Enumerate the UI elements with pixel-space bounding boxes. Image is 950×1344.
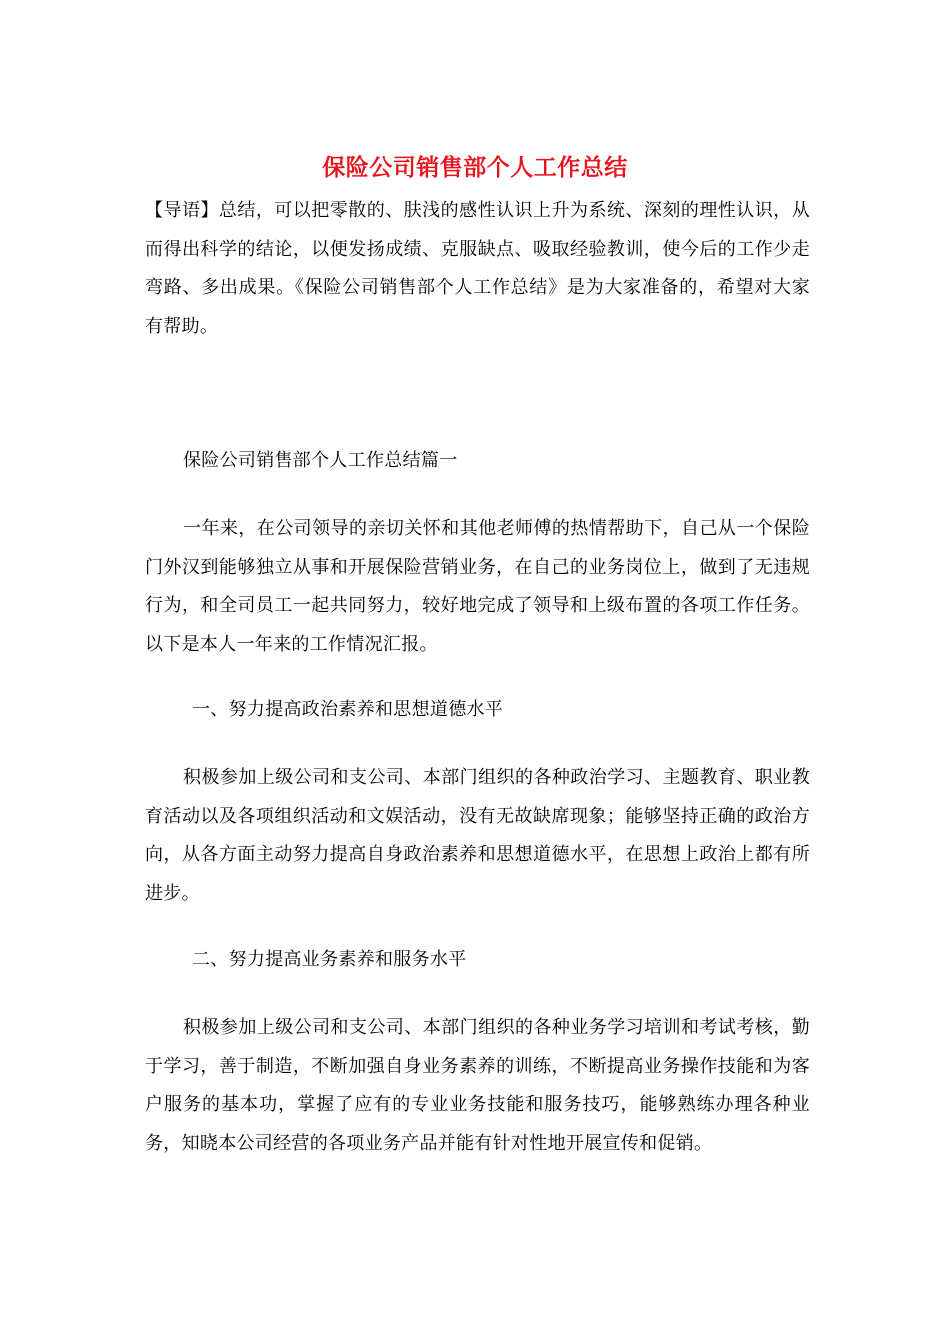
body-paragraph-3: 积极参加上级公司和支公司、本部门组织的各种业务学习培训和考试考核，勤于学习，善于制造，不断加强自身业务素养的训练，不断提高业务操作技能和为客户服务的基本功，掌握了应有的专业业务技能和服务技巧，能够熟练办理各种业务，知晓本公司经营的各项业务产品并能有针对性地开展宣传和促销。 — [145, 1017, 810, 1154]
heading-1: 一、努力提高政治素养和思想道德水平 — [192, 699, 504, 720]
body-paragraph-1: 一年来，在公司领导的亲切关怀和其他老师傅的热情帮助下，自己从一个保险门外汉到能够独立从事和开展保险营销业务，在自己的业务岗位上，做到了无违规行为，和全司员工一起共同努力，较好地完成了领导和上级布置的各项工作任务。以下是本人一年来的工作情况汇报。 — [145, 518, 810, 655]
intro-paragraph: 【导语】总结，可以把零散的、肤浅的感性认识上升为系统、深刻的理性认识，从而得出科学的结论，以便发扬成绩、克服缺点、吸取经验教训，使今后的工作少走弯路、多出成果。《保险公司销售部个人工作总结》是为大家准备的，希望对大家有帮助。 — [145, 200, 810, 337]
body-paragraph-2: 积极参加上级公司和支公司、本部门组织的各种政治学习、主题教育、职业教育活动以及各项组织活动和文娱活动，没有无故缺席现象；能够坚持正确的政治方向，从各方面主动努力提高自身政治素养和思想道德水平，在思想上政治上都有所进步。 — [145, 767, 810, 904]
section-title: 保险公司销售部个人工作总结篇一 — [183, 450, 458, 471]
document-title: 保险公司销售部个人工作总结 — [322, 154, 628, 181]
heading-2: 二、努力提高业务素养和服务水平 — [192, 949, 467, 970]
